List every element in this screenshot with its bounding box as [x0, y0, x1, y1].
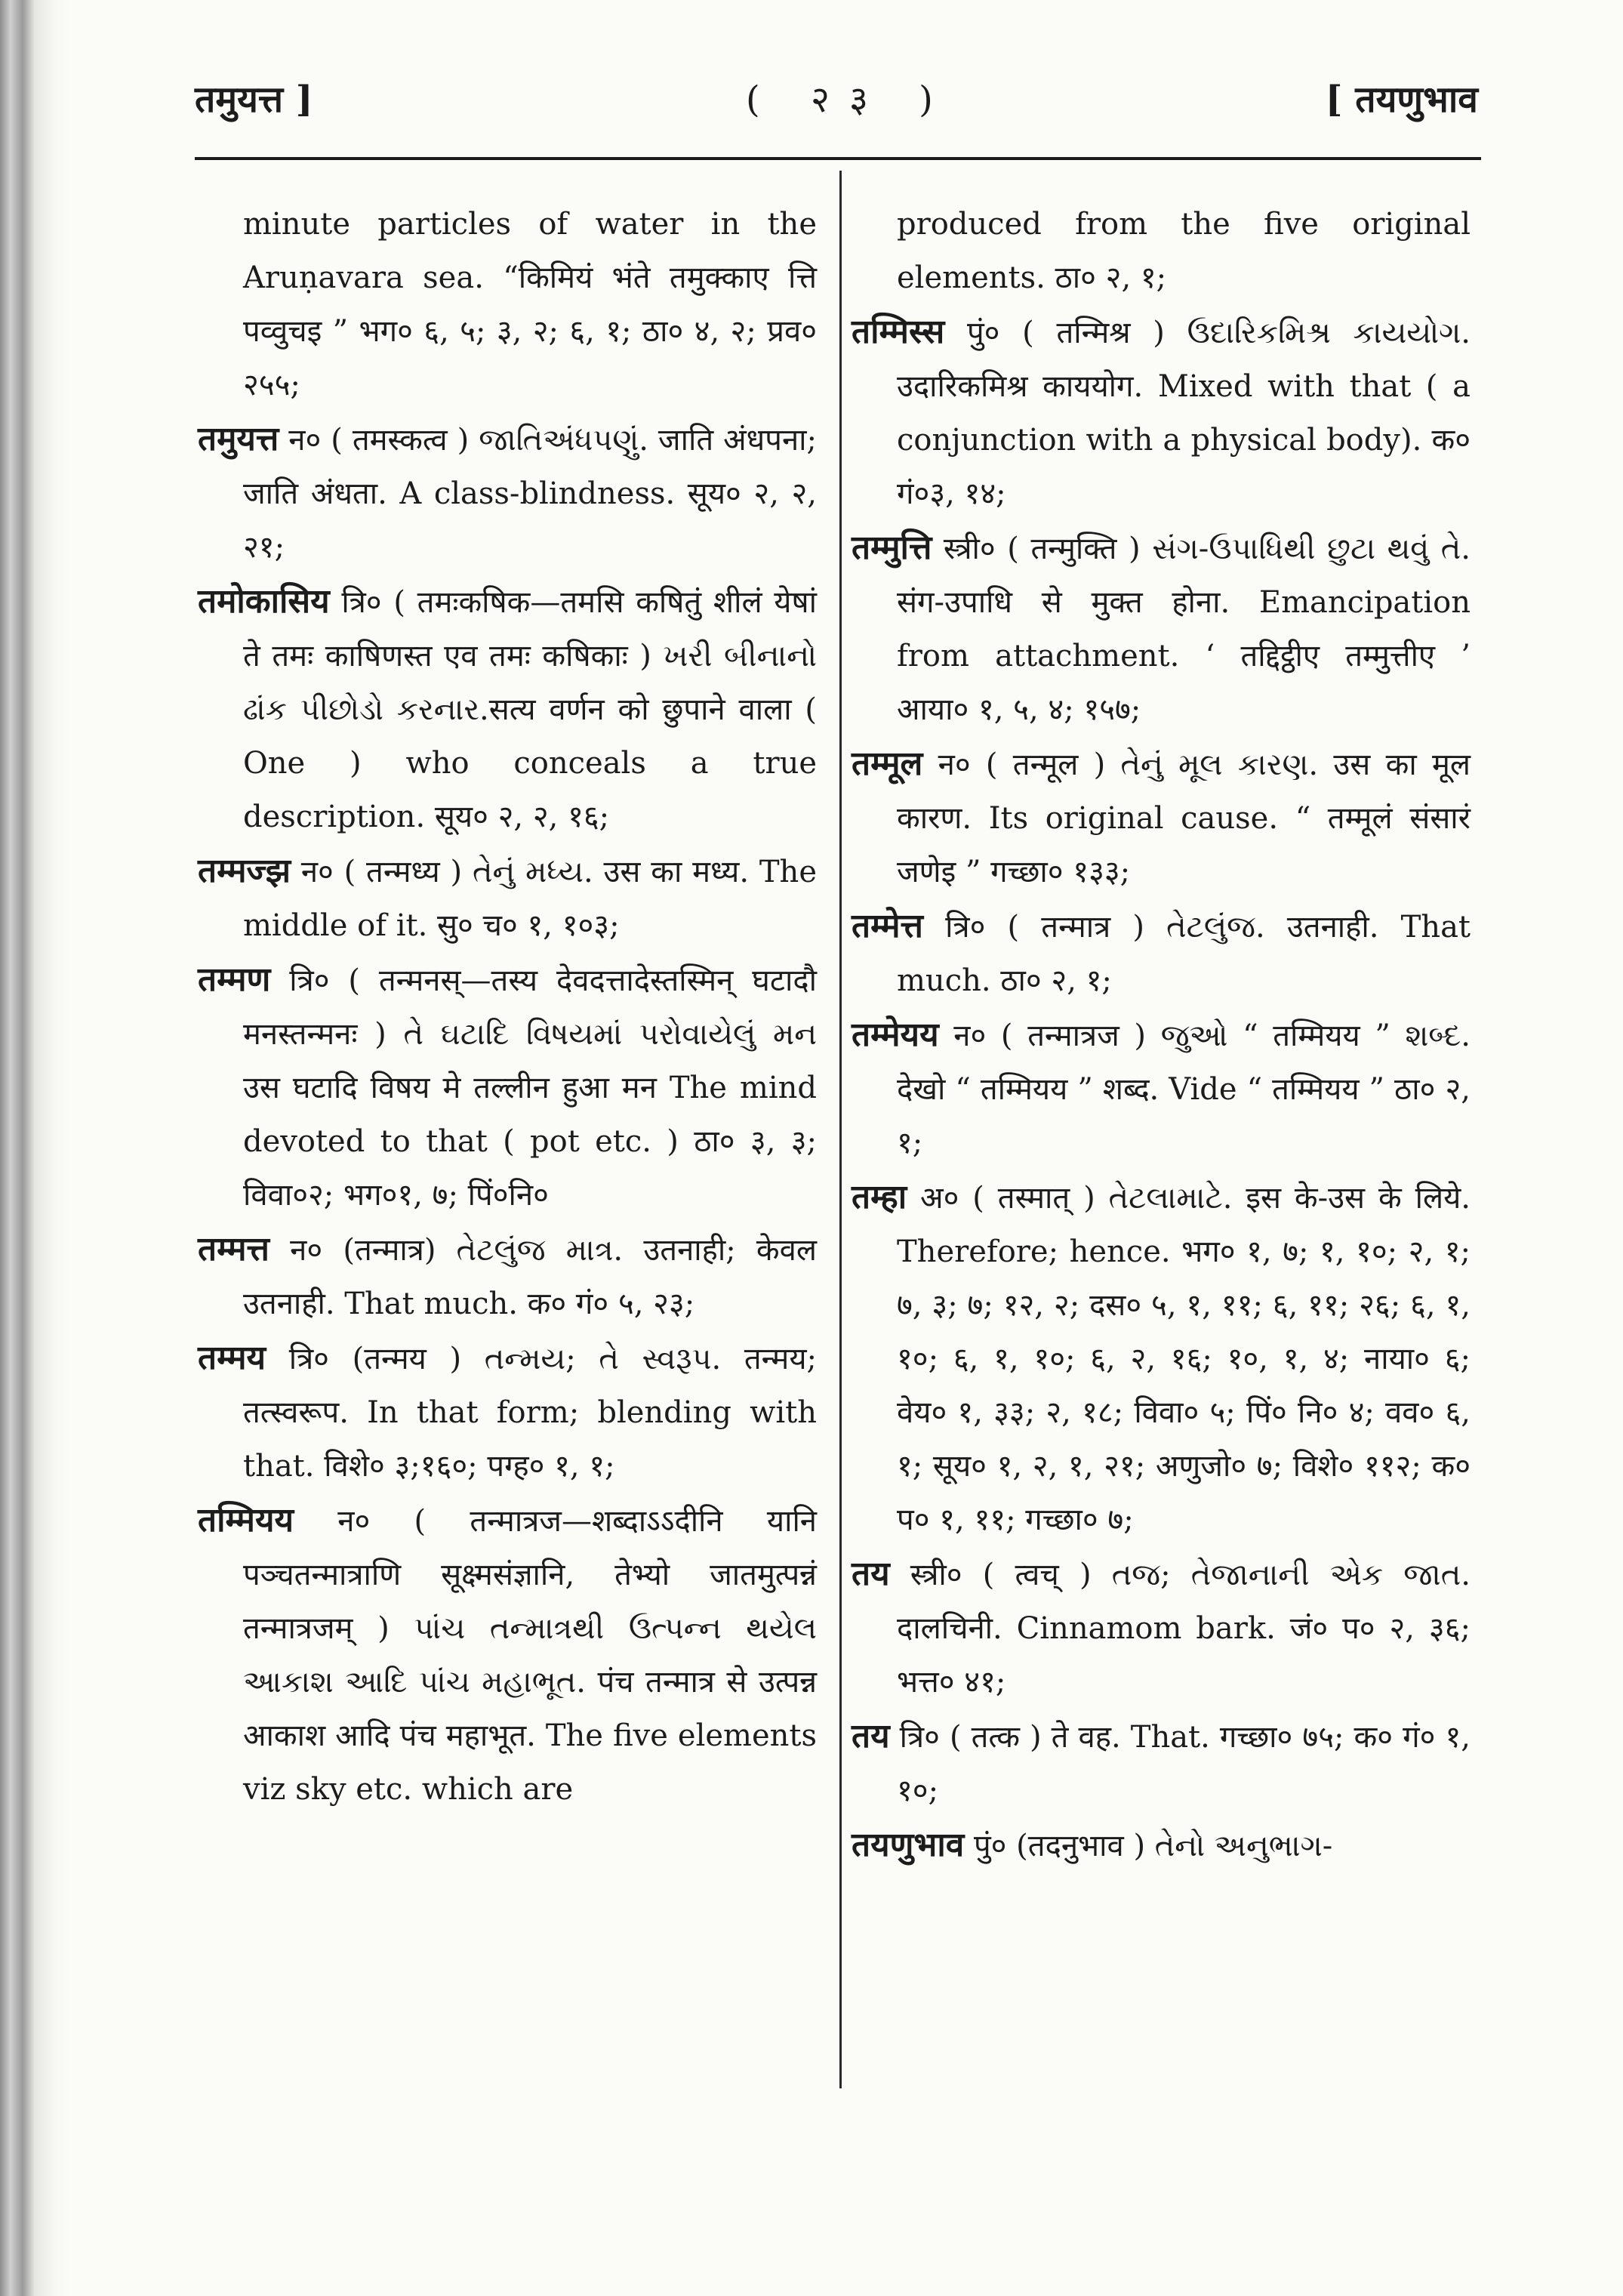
column-divider	[839, 171, 842, 2088]
entry-headword: तमोकासिय	[198, 582, 330, 621]
entry-text: न० (तन्मात्र) તેટલુંજ માત્ર. उतनाही; केवल उतनाही. That much. क० गं० ५, २३;	[243, 1233, 817, 1321]
entry-headword: तम्मूल	[852, 744, 923, 783]
entry-text: न० ( तन्मूल ) તેનું મૂલ કારણ. उस का मूल कारण. Its original cause. “ तम्मूलं संसारं जणेइ ” गच्छा० १३३;	[897, 747, 1471, 889]
dictionary-entry	[198, 1331, 817, 1493]
dictionary-entry	[852, 1170, 1471, 1547]
entry-text: स्त्री० ( तन्मुक्ति ) સંગ-ઉપાધિથી છુટા થવું તે. संग-उपाधि से मुक्त होना. Emancipation from attachment. ‘ तद्दिट्ठीए तम्मुत्तीए ’ आया० १, ५, ४; १५७;	[897, 532, 1471, 727]
right-column	[852, 198, 1471, 1873]
page-number: ( २३ )	[746, 79, 953, 121]
dictionary-entry	[852, 198, 1471, 305]
entry-headword: तय	[852, 1555, 890, 1593]
entry-headword: तम्मियय	[198, 1501, 294, 1539]
entry-headword: तम्मत्त	[198, 1230, 269, 1268]
entry-text: त्रि० (तन्मय ) તન્મય; તે સ્વરૂપ. तन्मय; तत्स्वरूप. In that form; blending with that. विशे० ३;१६०; पग्ह० १, १;	[243, 1342, 817, 1484]
dictionary-entry	[198, 575, 817, 844]
entry-text: त्रि० ( तमःकषिक—तमसि कषितुं शीलं येषां ते तमः काषिणस्त एव तमः कषिकाः ) ખરી બીનાનો ઢાંક પીછોડો કરનાર.सत्य वर्णन को छुपाने वाला ( One ) who conceals a true description. सूय० २, २, १६;	[243, 585, 817, 834]
entry-text: त्रि० ( तन्मनस्—तस्य देवदत्तादेस्तस्मिन् घटादौ मनस्तन्मनः ) તે ઘટાદિ વિષયમાં પરોવાયેલું મન उस घटादि विषय मे तल्लीन हुआ मन The mind devoted to that ( pot etc. ) ठा० ३, ३; विवा०२; भग०१, ७; पिं०नि०	[243, 963, 817, 1213]
entry-text: त्रि० ( तत्क ) ते वह. That. गच्छा० ७५; क० गं० १, १०;	[897, 1720, 1471, 1808]
entry-headword: तम्हा	[852, 1178, 907, 1216]
entry-headword: तय	[852, 1717, 890, 1755]
dictionary-entry	[198, 198, 817, 412]
entry-text: न० ( तन्मात्रज ) જુઓ “ तम्मियय ” શબ્દ. देखो “ तम्मियय ” शब्द. Vide “ तम्मियय ” ठा० २, १;	[897, 1019, 1471, 1160]
dictionary-entry	[852, 521, 1471, 737]
header-left-guide-word: तमुयत्त ]	[195, 79, 313, 121]
entry-text: त्रि० ( तन्मात्र ) તેટલુંજ. उतनाही. That much. ठा० २, १;	[897, 910, 1471, 998]
entry-headword: तम्मिस्स	[852, 313, 945, 351]
entry-headword: तमुयत्त	[198, 420, 279, 458]
dictionary-entry	[198, 412, 817, 575]
dictionary-entry	[852, 1008, 1471, 1170]
dictionary-entry	[852, 899, 1471, 1008]
entry-text: पुं० ( तन्मिश्र ) ઉદારિકમિશ્ર કાયયોગ. उदारिकमिश्र काययोग. Mixed with that ( a conjunction with a physical body). क० गं०३, १४;	[897, 316, 1471, 511]
dictionary-entry	[198, 844, 817, 953]
entry-text: न० ( तमस्कत्व ) જાતિઅંધપણું. जाति अंधपना; जाति अंधता. A class-blindness. सूय० २, २, २१;	[243, 423, 817, 565]
entry-text: अ० ( तस्मात् ) તેટલામાટે. इस के-उस के लिये. Therefore; hence. भग० १, ७; १, १०; २, १; ७, ३; ७; १२, २; दस० ५, १, ११; ६, ११; २६; ६, १, १०; ६, १, १०; ६, २, १६; १०, १, ४; नाया० ६; वेय० १, ३३; २, १८; विवा० ५; पिं० नि० ४; वव० ६, १; सूय० १, २, १, २१; अणुजो० ७; विशे० ११२; क० प० १, ११; गच्छा० ७;	[897, 1181, 1471, 1537]
entry-headword: तम्मज्झ	[198, 852, 291, 890]
entry-headword: तम्मुत्ति	[852, 529, 932, 567]
dictionary-entry	[852, 737, 1471, 899]
entry-text: minute particles of water in the Aruṇavara sea. “किमियं भंते तमुक्काए त्ति पव्वुचइ ” भग० ६, ५; ३, २; ६, १; ठा० ४, २; प्रव० २५५;	[243, 207, 817, 402]
entry-headword: तम्मय	[198, 1339, 266, 1377]
header-rule	[195, 157, 1481, 160]
dictionary-entry	[852, 1547, 1471, 1709]
header-right-guide-word: [ तयणुभाव	[1325, 79, 1478, 121]
dictionary-entry	[198, 1493, 817, 1817]
entry-text: न० ( तन्मध्य ) તેનું મધ્ય. उस का मध्य. The middle of it. सु० च० १, १०३;	[243, 855, 817, 943]
dictionary-entry	[852, 1818, 1471, 1873]
entry-text: पुं० (तदनुभाव ) તેનો અનુભાગ-	[973, 1829, 1333, 1863]
entry-headword: तम्मेत्त	[852, 907, 923, 945]
entry-headword: तम्मेयय	[852, 1015, 939, 1054]
entry-text: न० ( तन्मात्रज—शब्दाऽऽदीनि यानि पञ्चतन्मात्राणि सूक्ष्मसंज्ञानि, तेभ्यो जातमुत्पन्नं तन्मात्रजम् ) પાંચ તન્માત્રથી ઉત્પન્ન થયેલ આકાશ આદિ પાંચ મહાભૂત. पंच तन्मात्र से उत्पन्न आकाश आदि पंच महाभूत. The five elements viz sky etc. which are	[243, 1504, 817, 1807]
entry-text: स्त्री० ( त्वच् ) તજ; તેજાનાની એક જાત. दालचिनी. Cinnamom bark. जं० प० २, ३६; भत्त० ४१;	[897, 1558, 1471, 1700]
left-column	[198, 198, 817, 1817]
page-header	[195, 69, 1478, 130]
entry-text: produced from the five original elements. ठा० २, १;	[897, 207, 1471, 295]
dictionary-entry	[198, 953, 817, 1222]
page-binding-edge	[0, 0, 72, 2296]
entry-headword: तयणुभाव	[852, 1826, 965, 1864]
entry-headword: तम्मण	[198, 960, 271, 999]
dictionary-entry	[852, 1709, 1471, 1818]
dictionary-entry	[852, 305, 1471, 521]
dictionary-entry	[198, 1222, 817, 1331]
